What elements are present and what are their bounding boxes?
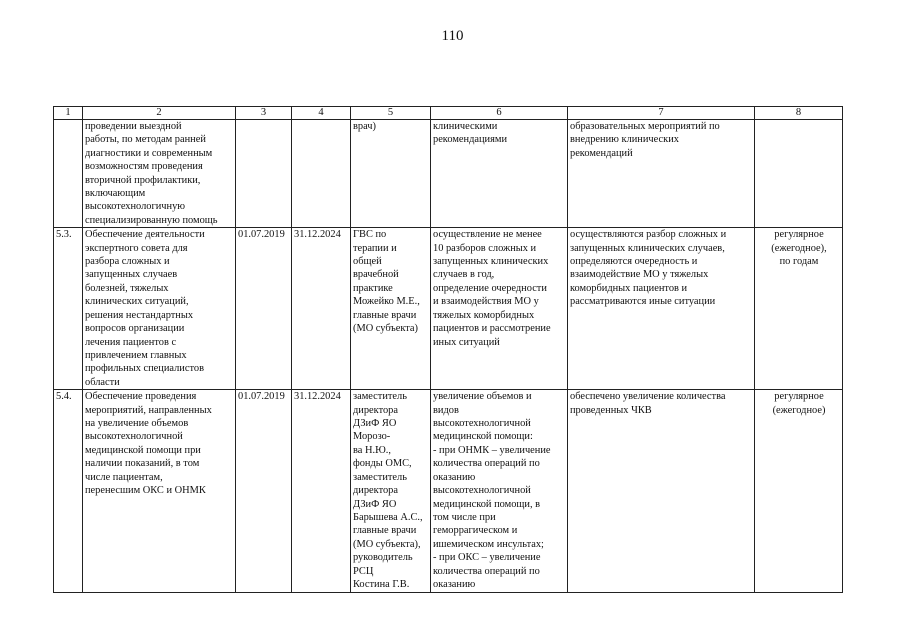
column-header: 3 [236,107,292,120]
result-cell: увеличение объемов и видов высокотехнологичной медицинской помощи: - при ОНМК – увеличение количества операций по оказанию высокотехнологичной медицинской помощи, в том числе при геморрагическом и ишемическом инсультах; - при ОКС – увеличение количества операций по оказанию [431,390,568,593]
indicator-cell: осуществляются разбор сложных и запущенных клинических случаев, определяются очередность и взаимодействие МО у тяжелых коморбидных пациентов и рассматриваются иные ситуации [568,228,755,390]
activities-table [53,106,843,593]
column-header: 5 [351,107,431,120]
activity-cell: Обеспечение деятельности экспертного совета для разбора сложных и запущенных случаев болезней, тяжелых клинических ситуаций, решения нестандартных вопросов организации лечения пациентов с привлечением главных профильных специалистов области [83,228,236,390]
result-cell: клиническими рекомендациями [431,120,568,228]
column-header: 2 [83,107,236,120]
column-header: 1 [54,107,83,120]
column-header: 6 [431,107,568,120]
row-number-cell: 5.3. [54,228,83,390]
activity-cell: Обеспечение проведения мероприятий, направленных на увеличение объемов высокотехнологичной медицинской помощи при наличии показаний, в том числе пациентам, перенесшим ОКС и ОНМК [83,390,236,593]
period-cell: регулярное (ежегодное), по годам [755,228,843,390]
end-date-cell [292,120,351,228]
page-number: 110 [441,28,464,44]
end-date-cell: 31.12.2024 [292,228,351,390]
table-row [54,390,843,593]
indicator-cell: образовательных мероприятий по внедрению клинических рекомендаций [568,120,755,228]
end-date-cell: 31.12.2024 [292,390,351,593]
column-header: 8 [755,107,843,120]
responsible-cell: заместитель директора ДЗиФ ЯО Морозо- ва Н.Ю., фонды ОМС, заместитель директора ДЗиФ ЯО Барышева А.С., главные врачи (МО субъекта), руководитель РСЦ Костина Г.В. [351,390,431,593]
responsible-cell: ГВС по терапии и общей врачебной практике Можейко М.Е., главные врачи (МО субъекта) [351,228,431,390]
period-cell: регулярное (ежегодное) [755,390,843,593]
row-number-cell: 5.4. [54,390,83,593]
column-header: 7 [568,107,755,120]
table-row [54,120,843,228]
table-row [54,228,843,390]
start-date-cell: 01.07.2019 [236,390,292,593]
period-cell [755,120,843,228]
activity-cell: проведении выездной работы, по методам ранней диагностики и современным возможностям проведения вторичной профилактики, включающим высокотехнологичную специализированную помощь [83,120,236,228]
column-header: 4 [292,107,351,120]
start-date-cell: 01.07.2019 [236,228,292,390]
indicator-cell: обеспечено увеличение количества проведенных ЧКВ [568,390,755,593]
responsible-cell: врач) [351,120,431,228]
result-cell: осуществление не менее 10 разборов сложных и запущенных клинических случаев в год, определение очередности и взаимодействия МО у тяжелых коморбидных пациентов и рассмотрение иных ситуаций [431,228,568,390]
table-header-row [54,107,843,120]
start-date-cell [236,120,292,228]
row-number-cell [54,120,83,228]
